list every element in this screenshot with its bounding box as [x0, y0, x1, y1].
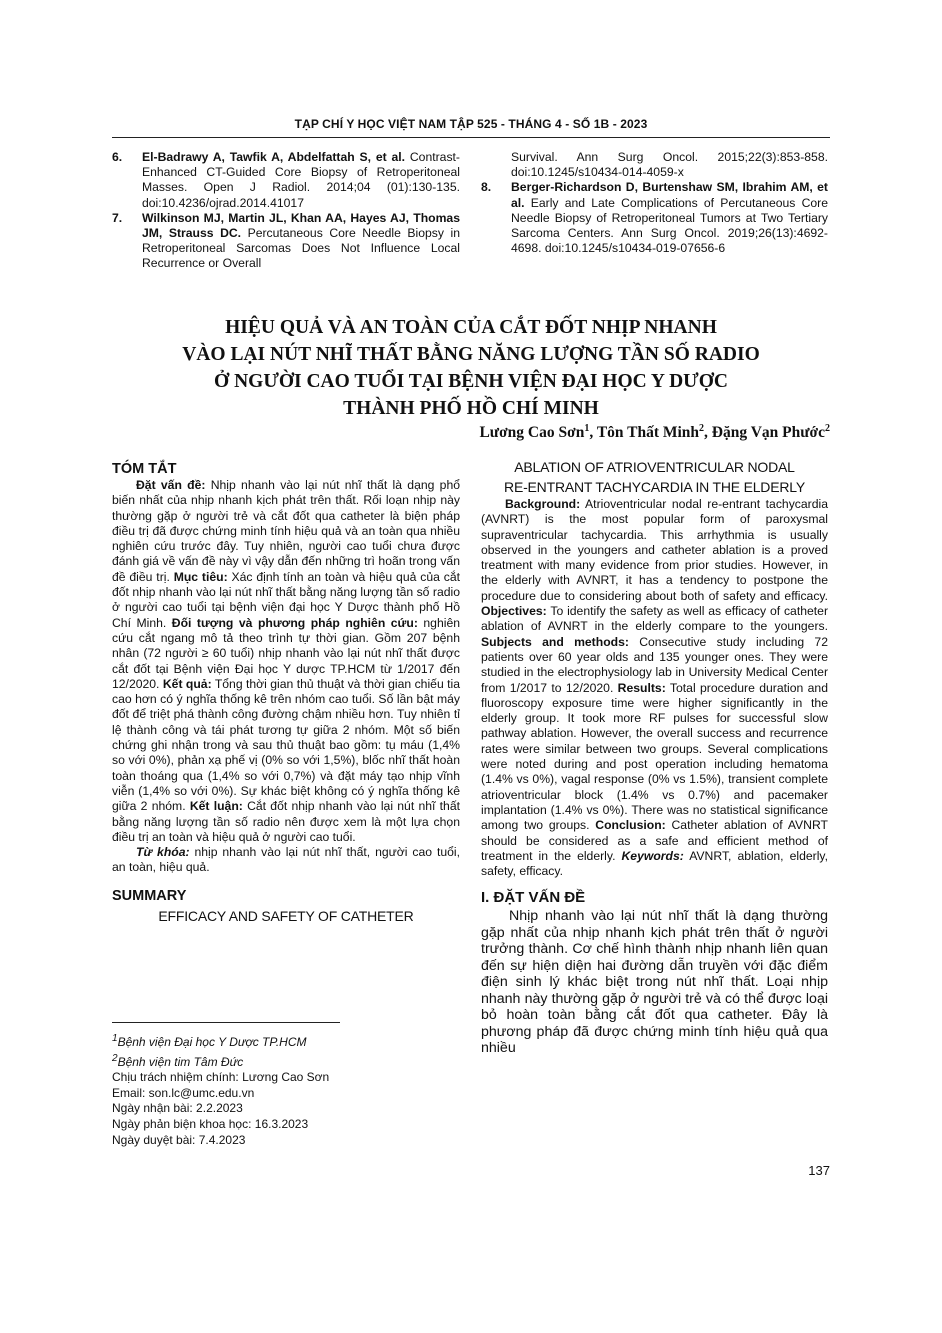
- reference-item: [112, 150, 460, 211]
- tom-tat-body: Đặt vấn đề: Nhịp nhanh vào lại nút nhĩ thất là dạng phổ biến nhất của nhịp nhanh kịch phát trên thất. Rối loạn nhịp này thường gặp ở người trẻ và cắt đốt qua catheter là biện pháp điều trị đã được chứng minh tính hiệu quả và an toàn qua nhiều nghiên cứu trước đây. Tuy nhiên, người cao tuổi chưa được đánh giá về vấn đề này vì vậy dẫn đến những trì hoãn trong vấn đề điều trị. Mục tiêu: Xác định tính an toàn và hiệu quả của cắt đốt nhịp nhanh vào lại nút nhĩ thất bằng năng lượng tần số radio ở người cao tuổi tại bệnh viện đại học Y Dược thành phố Hồ Chí Minh. Đối tượng và phương pháp nghiên cứu: nghiên cứu cắt ngang mô tả theo trình tự thời gian. Gồm 207 bệnh nhân (72 người ≥ 60 tuổi) nhịp nhanh vào lại nút nhĩ thất được cắt đốt tại Bệnh viện Đại học Y dược TP.HCM từ 1/2017 đến 12/2020. Kết quả: Tổng thời gian thủ thuật và thời gian chiếu tia cao hơn có ý nghĩa thống kê trên nhóm cao tuổi. Số lần bật máy đốt để triệt phá thành công đường chậm nhiều hơn. Tuy nhiên tỉ lệ thành công và tái phát tương tự giữa 2 nhóm. Một số biến chứng ghi nhận trong và sau thủ thuật bao gồm: tụ máu (1,4% so với 0%), phản xạ phế vị (0% so với 1,5%), blốc nhĩ thất hoàn toàn thoáng qua (1,4% so với 0,7%) và đặt máy tạo nhịp vĩnh viễn (1,4% so với 0%). Sự khác biệt không có ý nghĩa thống kê giữa 2 nhóm. Kết luận: Cắt đốt nhịp nhanh vào lại nút nhĩ thất bằng năng lượng tần số radio nên được xem là một lựa chọn điều trị an toàn và hiệu quả ở người cao tuổi.: [112, 478, 460, 844]
- footnotes: $^1$Bệnh viện Đại học Y Dược TP.HCM $^2$Bệnh viện tim Tâm Đức Chịu trách nhiệm chính: Lương Cao Sơn Email: son.lc@umc.edu.vn Ngày nhận bài: 2.2.2023 Ngày phản biện khoa học: 16.3.2023 Ngày duyệt bài: 7.4.2023: [112, 1033, 330, 1147]
- reference-authors: Berger-Richardson D, Burtenshaw SM, Ibrahim AM, et al.: [511, 180, 828, 210]
- references-left: [112, 150, 460, 272]
- summary-title-line: RE-ENTRANT TACHYCARDIA IN THE ELDERLY: [504, 479, 805, 495]
- reference-text: Percutaneous Core Needle Biopsy in Retroperitoneal Sarcomas Does Not Influence Local Recurrence or Overall: [142, 226, 460, 271]
- author-list: Lương Cao Sơn$^1$, Tôn Thất Minh$^2$, Đặng Vạn Phước$^2$: [479, 423, 830, 442]
- reference-number: 6.: [112, 150, 123, 164]
- reference-continuation: Survival. Ann Surg Oncol. 2015;22(3):853-858. doi:10.1245/s10434-014-4059-x: [511, 150, 828, 180]
- summary-section: [481, 457, 828, 1057]
- summary-title-line: ABLATION OF ATRIOVENTRICULAR NODAL: [514, 459, 795, 475]
- page-number: 137: [808, 1163, 830, 1178]
- header-rule: [112, 137, 830, 138]
- summary-title-line: EFFICACY AND SAFETY OF CATHETER: [158, 907, 414, 924]
- article-title: HIỆU QUẢ VÀ AN TOÀN CỦA CẮT ĐỐT NHỊP NHANH VÀO LẠI NÚT NHĨ THẤT BẰNG NĂNG LƯỢNG TẦN SỐ RADIO Ở NGƯỜI CAO TUỔI TẠI BỆNH VIỆN ĐẠI HỌC Y DƯỢC THÀNH PHỐ HỒ CHÍ MINH: [182, 317, 760, 419]
- references-right: [481, 150, 828, 256]
- intro-heading: I. ĐẶT VẤN ĐỀ: [481, 889, 586, 907]
- reference-number: 8.: [481, 180, 492, 195]
- reference-item: [112, 211, 460, 272]
- summary-heading: SUMMARY: [112, 887, 187, 904]
- intro-body: Nhịp nhanh vào lại nút nhĩ thất là dạng thường gặp nhất của nhịp nhanh kịch phát trên thất ở người trưởng thành. Cơ chế hình thành nhịp nhanh liên quan đến sự hiện diện hai đường dẫn truyền với đặc điểm điện sinh lý khác biệt trong nút nhĩ thất. Loại nhịp nhanh này thường gặp ở người trẻ và có thể được loại bỏ hoàn toàn bằng cắt đốt qua catheter. Đây là phương pháp đã được chứng minh tính hiệu quả qua nhiều: [481, 908, 828, 1057]
- tom-tat-keywords: Từ khóa: nhịp nhanh vào lại nút nhĩ thất, người cao tuổi, an toàn, hiệu quả.: [112, 845, 460, 875]
- reference-number: 7.: [112, 210, 123, 225]
- journal-header: TẠP CHÍ Y HỌC VIỆT NAM TẬP 525 - THÁNG 4 - SỐ 1B - 2023: [294, 117, 648, 131]
- reference-item: [481, 180, 828, 256]
- tom-tat-section: [112, 461, 460, 926]
- summary-body: Background: Atrioventricular nodal re-entrant tachycardia (AVNRT) is the most popular form of paroxysmal supraventricular tachycardia. This arrhythmia is usually observed in the youngers and catheter ablation is a proved treatment with many evidence from prior studies. However, in the elderly with AVNRT, it has a tendency to postpone the procedure due to considering about both of safety and efficacy. Objectives: To identify the safety as well as efficacy of catheter ablation of AVNRT in the elderly compare to the youngers. Subjects and methods: Consecutive study including 72 patients over 60 year olds and 135 younger ones. They were studied in the electrophysiology lab in University Medical Center from 1/2017 to 12/2020. Results: Total procedure duration and fluoroscopy exposure time were higher significantly in the elderly group. It took more RF pulses for successful slow pathway ablation. However, the overall success and recurrence rates were similar between two groups. Several complications were noted during and post operation including hematoma (1.4% vs 0%), vagal response (0% vs 1.5%), transient complete atrioventricular block (1.4% vs 0.7%) and pacemaker implantation (1.4% vs 0%). There was no statistical significance among two groups. Conclusion: Catheter ablation of AVNRT should be considered as a safe and efficient method of treatment in the elderly. Keywords: AVNRT, ablation, elderly, safety, efficacy.: [481, 497, 828, 879]
- reference-authors: El-Badrawy A, Tawfik A, Abdelfattah S, et al.: [142, 150, 406, 164]
- reference-authors: Wilkinson MJ, Martin JL, Khan AA, Hayes AJ, Thomas JM, Strauss DC.: [142, 210, 460, 241]
- footnote-rule: [112, 1022, 340, 1023]
- tom-tat-heading: TÓM TẮT: [112, 461, 177, 477]
- reference-text: Early and Late Complications of Percutaneous Core Needle Biopsy of Retroperitoneal Tumors at Two Tertiary Sarcoma Centers. Ann Surg Oncol. 2019;26(13):4692-4698. doi:10.1245/s10434-019-07656-6: [511, 195, 828, 256]
- reference-text: Contrast-Enhanced CT-Guided Core Biopsy of Retroperitoneal Masses. Open J Radiol. 2014;04 (01):130-135. doi:10.4236/ojrad.2014.41017: [142, 150, 460, 210]
